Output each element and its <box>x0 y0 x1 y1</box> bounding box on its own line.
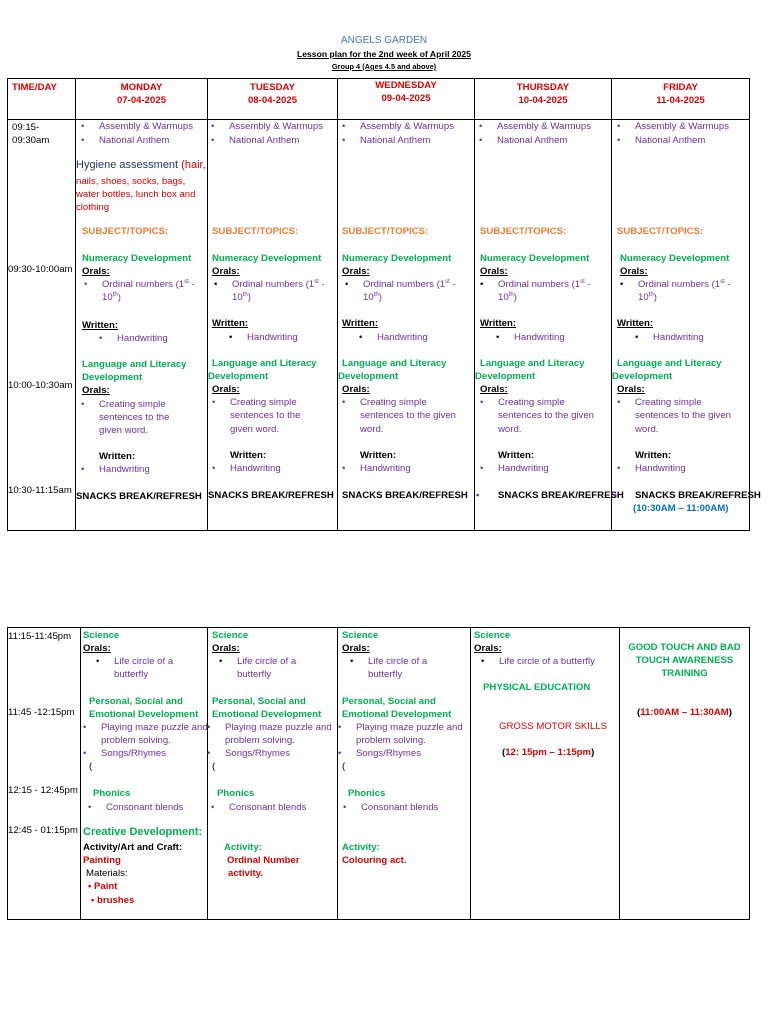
list-item: • National Anthem <box>635 134 705 147</box>
physical-education: PHYSICAL EDUCATION <box>483 682 591 693</box>
consonant-blends: • Consonant blends <box>229 801 306 814</box>
day-header-monday: MONDAY 07-04-2025 <box>116 82 167 106</box>
list-item: • National Anthem <box>99 134 169 147</box>
creating-sentences-3: word. <box>635 424 659 435</box>
written-label: Written: <box>82 320 119 331</box>
school-name: ANGELS GARDEN <box>340 35 428 46</box>
written-label: Written: <box>617 318 654 329</box>
good-touch-time: (11:00AM – 11:30AM) <box>637 707 732 718</box>
written-label: Written: <box>635 450 672 461</box>
psed-heading-2: Emotional Development <box>212 709 322 720</box>
science-heading: Science <box>83 630 120 641</box>
handwriting-item: • Handwriting <box>360 462 411 475</box>
time-slot-2: 09:30-10:00am <box>8 264 73 275</box>
handwriting-item: • Handwriting <box>635 462 686 475</box>
creating-sentences: • Creating simple <box>360 396 427 409</box>
paren: ( <box>212 761 216 772</box>
science-heading: Science <box>474 630 511 641</box>
handwriting-item: • Handwriting <box>230 462 281 475</box>
songs-rhymes: • Songs/Rhymes <box>225 747 290 760</box>
time-slot-3: 10:00-10:30am <box>8 380 73 391</box>
orals-label: Orals: <box>342 384 370 395</box>
time-slot-5: 11:15-11:45pm <box>8 631 72 642</box>
list-item: • Assembly & Warmups <box>360 120 454 133</box>
psed-heading: Personal, Social and <box>89 696 183 707</box>
day-header-wednesday: WEDNESDAY 09-04-2025 <box>375 80 437 104</box>
time-slot-1a: 09:15- <box>12 122 40 133</box>
creating-sentences-3: given word. <box>99 425 149 436</box>
numeracy-heading: Numeracy Development <box>82 253 192 264</box>
list-item: • National Anthem <box>229 134 299 147</box>
snacks-break: • SNACKS BREAK/REFRESH <box>635 489 761 502</box>
written-label: Written: <box>230 450 267 461</box>
handwriting-item: • Handwriting <box>247 331 298 344</box>
art-craft: Activity/Art and Craft: <box>83 842 183 853</box>
ordinal-numbers-2: 10th) <box>363 291 382 303</box>
list-item: • Assembly & Warmups <box>229 120 323 133</box>
orals-label: Orals: <box>83 643 111 654</box>
life-circle-2: butterfly <box>237 669 272 680</box>
maze-puzzle: • Playing maze puzzle and <box>356 721 463 734</box>
numeracy-heading: Numeracy Development <box>620 253 730 264</box>
materials-label: Materials: <box>86 868 128 879</box>
creating-sentences: • Creating simple <box>498 396 565 409</box>
document-header <box>0 34 768 73</box>
numeracy-heading: Numeracy Development <box>342 253 452 264</box>
psed-heading: Personal, Social and <box>212 696 306 707</box>
consonant-blends: • Consonant blends <box>361 801 438 814</box>
orals-label: Orals: <box>342 266 370 277</box>
orals-label: Orals: <box>212 266 240 277</box>
brushes-item: • brushes <box>97 894 134 907</box>
creating-sentences: • Creating simple <box>99 398 166 411</box>
written-label: Written: <box>342 318 379 329</box>
written-label: Written: <box>212 318 249 329</box>
snack-time: (10:30AM – 11:00AM) <box>633 503 729 514</box>
life-circle-2: butterfly <box>368 669 403 680</box>
maze-puzzle-2: problem solving. <box>225 735 295 746</box>
ordinal-numbers-2: 10th) <box>498 291 517 303</box>
list-item: • Assembly & Warmups <box>497 120 591 133</box>
orals-label: Orals: <box>82 266 110 277</box>
phonics-heading: Phonics <box>348 788 386 799</box>
language-heading-2: Development <box>208 371 269 382</box>
activity-text: Colouring act. <box>342 855 407 866</box>
numeracy-heading: Numeracy Development <box>480 253 590 264</box>
group-label: Group 4 (Ages 4.5 and above) <box>331 62 437 71</box>
ordinal-numbers-2: 10th) <box>102 291 121 303</box>
orals-label: Orals: <box>480 384 508 395</box>
psed-heading-2: Emotional Development <box>89 709 199 720</box>
phonics-heading: Phonics <box>93 788 131 799</box>
ordinal-numbers-2: 10th) <box>232 291 251 303</box>
subject-topics: SUBJECT/TOPICS: <box>212 226 299 237</box>
time-day-header: TIME/DAY <box>12 82 57 93</box>
language-heading-2: Development <box>475 371 536 382</box>
handwriting-item: • Handwriting <box>514 331 565 344</box>
subject-topics: SUBJECT/TOPICS: <box>342 226 429 237</box>
written-label: Written: <box>498 450 535 461</box>
language-heading: Language and Literacy <box>480 358 585 369</box>
handwriting-item: • Handwriting <box>498 462 549 475</box>
creating-sentences-2: sentences to the given <box>360 410 457 421</box>
ordinal-numbers: • Ordinal numbers (1st - <box>638 278 731 291</box>
time-slot-4: 10:30-11:15am <box>8 485 72 496</box>
plan-title: Lesson plan for the 2nd week of April 2025 <box>297 49 471 59</box>
activity-text: Ordinal Number <box>227 855 300 866</box>
language-heading-2: Development <box>82 372 143 383</box>
written-label: Written: <box>480 318 517 329</box>
orals-label: Orals: <box>620 266 648 277</box>
day-header-thursday: THURSDAY 10-04-2025 <box>516 82 570 106</box>
snacks-break: SNACKS BREAK/REFRESH <box>208 490 334 501</box>
snacks-break: SNACKS BREAK/REFRESH <box>76 491 202 502</box>
list-item: • Assembly & Warmups <box>99 120 193 133</box>
paint-item: • Paint <box>94 880 117 893</box>
handwriting-item: • Handwriting <box>377 331 428 344</box>
orals-label: Orals: <box>82 385 110 396</box>
songs-rhymes: • Songs/Rhymes <box>101 747 166 760</box>
subject-topics: SUBJECT/TOPICS: <box>617 226 704 237</box>
orals-label: Orals: <box>342 643 370 654</box>
ordinal-numbers-2: 10th) <box>638 291 657 303</box>
paren: ( <box>342 761 346 772</box>
list-item: • National Anthem <box>360 134 430 147</box>
science-heading: Science <box>212 630 249 641</box>
psed-heading-2: Emotional Development <box>342 709 452 720</box>
orals-label: Orals: <box>617 384 645 395</box>
subject-topics: SUBJECT/TOPICS: <box>480 226 567 237</box>
lesson-table-1 <box>7 78 761 531</box>
ordinal-numbers: • Ordinal numbers (1st - <box>232 278 325 291</box>
handwriting-item: • Handwriting <box>117 332 168 345</box>
hygiene-detail: nails, shoes, socks, bags, <box>76 176 186 187</box>
creating-sentences-3: given word. <box>230 424 280 435</box>
creating-sentences-3: word. <box>498 424 522 435</box>
maze-puzzle-2: problem solving. <box>101 735 171 746</box>
orals-label: Orals: <box>212 384 240 395</box>
orals-label: Orals: <box>212 643 240 654</box>
creating-sentences-2: sentences to the given <box>498 410 595 421</box>
hygiene-detail: clothing <box>76 202 110 213</box>
creating-sentences-3: word. <box>360 424 384 435</box>
activity-label: Activity: <box>342 842 380 853</box>
language-heading: Language and Literacy <box>342 358 447 369</box>
list-item: • Assembly & Warmups <box>635 120 729 133</box>
ordinal-numbers: • Ordinal numbers (1st - <box>363 278 456 291</box>
creative-development: Creative Development: <box>83 826 203 838</box>
snacks-break: SNACKS BREAK/REFRESH <box>342 490 468 501</box>
creating-sentences-2: sentences to the <box>99 412 170 423</box>
language-heading: Language and Literacy <box>617 358 722 369</box>
handwriting-item: • Handwriting <box>653 331 704 344</box>
handwriting-item: • Handwriting <box>99 463 150 476</box>
gross-motor-time: (12: 15pm – 1:15pm) <box>502 747 595 758</box>
day-header-friday: FRIDAY 11-04-2025 <box>656 82 705 106</box>
consonant-blends: • Consonant blends <box>106 801 183 814</box>
creating-sentences: • Creating simple <box>635 396 702 409</box>
time-slot-8: 12:45 - 01:15pm <box>8 825 78 836</box>
creating-sentences-2: sentences to the given <box>635 410 732 421</box>
ordinal-numbers: • Ordinal numbers (1st - <box>498 278 591 291</box>
numeracy-heading: Numeracy Development <box>212 253 322 264</box>
phonics-heading: Phonics <box>217 788 255 799</box>
written-label: Written: <box>99 451 136 462</box>
ordinal-numbers: • Ordinal numbers (1st - <box>102 278 195 291</box>
creating-sentences: • Creating simple <box>230 396 297 409</box>
activity-text-2: activity. <box>228 868 264 879</box>
life-circle-2: butterfly <box>114 669 149 680</box>
day-header-tuesday: TUESDAY 08-04-2025 <box>247 82 298 106</box>
science-heading: Science <box>342 630 379 641</box>
songs-rhymes: • Songs/Rhymes <box>356 747 421 760</box>
time-slot-7: 12:15 - 12:45pm <box>8 785 78 796</box>
lesson-table-2 <box>7 627 750 920</box>
life-circle: • Life circle of a <box>114 655 173 668</box>
maze-puzzle-2: problem solving. <box>356 735 426 746</box>
written-label: Written: <box>360 450 397 461</box>
language-heading-2: Development <box>612 371 673 382</box>
hygiene-assessment: Hygiene assessment (hair, <box>76 159 206 171</box>
good-touch-title-2: TOUCH AWARENESS <box>635 655 734 666</box>
life-circle: • Life circle of a <box>368 655 427 668</box>
time-slot-1b: 09:30am <box>12 135 50 146</box>
maze-puzzle: • Playing maze puzzle and <box>225 721 332 734</box>
orals-label: Orals: <box>480 266 508 277</box>
psed-heading: Personal, Social and <box>342 696 436 707</box>
subject-topics: SUBJECT/TOPICS: <box>82 226 169 237</box>
language-heading: Language and Literacy <box>212 358 317 369</box>
good-touch-title-3: TRAINING <box>661 668 708 679</box>
good-touch-title: GOOD TOUCH AND BAD <box>628 642 741 653</box>
language-heading-2: Development <box>338 371 399 382</box>
language-heading: Language and Literacy <box>82 359 187 370</box>
orals-label: Orals: <box>474 643 502 654</box>
list-item: • National Anthem <box>497 134 567 147</box>
activity-label: Activity: <box>224 842 262 853</box>
life-circle: • Life circle of a <box>237 655 296 668</box>
time-slot-6: 11:45 -12:15pm <box>8 707 75 718</box>
paren: ( <box>89 761 93 772</box>
life-circle: • Life circle of a butterfly <box>499 655 595 668</box>
creating-sentences-2: sentences to the <box>230 410 301 421</box>
maze-puzzle: • Playing maze puzzle and <box>101 721 208 734</box>
snacks-break: • SNACKS BREAK/REFRESH <box>498 489 624 502</box>
painting: Painting <box>83 855 121 866</box>
hygiene-detail: water bottles, lunch box and <box>76 189 196 200</box>
gross-motor-skills: GROSS MOTOR SKILLS <box>499 721 608 732</box>
